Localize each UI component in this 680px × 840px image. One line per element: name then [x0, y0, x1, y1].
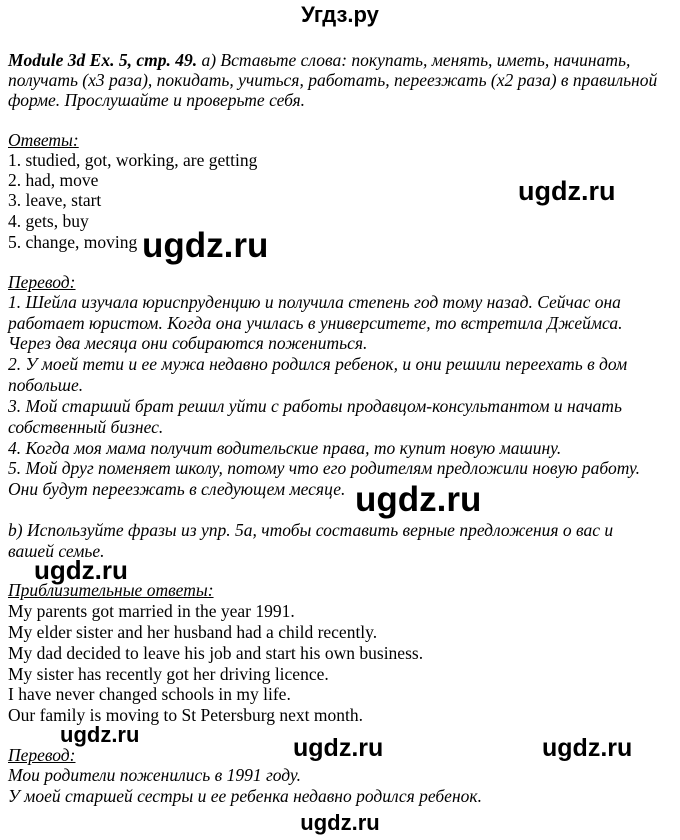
sample-answers-heading: Приблизительные ответы:	[8, 580, 214, 600]
sample-answer: Our family is moving to St Petersburg next month.	[8, 705, 364, 725]
watermark: ugdz.ru	[60, 722, 140, 747]
footer-watermark: ugdz.ru	[300, 810, 380, 835]
answers-heading: Ответы:	[8, 130, 79, 150]
answer-item: 3. leave, start	[8, 190, 102, 210]
translation2-heading: Перевод:	[8, 745, 76, 765]
task-b-line-2: вашей семье.	[8, 541, 105, 561]
site-title: Угдз.ру	[301, 2, 379, 27]
translation-line: 2. У моей тети и ее мужа недавно родился ребенок, и они решили переехать в дом	[8, 354, 628, 374]
translation-line: работает юристом. Когда она училась в университете, то встретила Джеймса.	[8, 313, 623, 333]
sample-answer: My parents got married in the year 1991.	[8, 601, 295, 621]
translation2-line: У моей старшей сестры и ее ребенка недавно родился ребенок.	[8, 786, 482, 806]
answer-item: 2. had, move	[8, 170, 99, 190]
answer-item: 4. gets, buy	[8, 211, 89, 231]
translation-line: Они будут переезжать в следующем месяце.	[8, 479, 346, 499]
translation-heading: Перевод:	[8, 272, 76, 292]
translation-line: 5. Мой друг поменяет школу, потому что его родителям предложили новую работу.	[8, 458, 640, 478]
sample-answer: My sister has recently got her driving licence.	[8, 664, 329, 684]
watermark: ugdz.ru	[293, 734, 384, 762]
translation2-line: Мои родители поженились в 1991 году.	[8, 765, 301, 785]
task-b-line-1: b) Используйте фразы из упр. 5а, чтобы составить верные предложения о вас и	[8, 520, 614, 540]
watermark: ugdz.ru	[34, 555, 128, 585]
answer-item: 5. change, moving	[8, 232, 138, 252]
translation-line: побольше.	[8, 375, 84, 395]
translation-line: 3. Мой старший брат решил уйти с работы продавцом-консультантом и начать	[8, 396, 622, 416]
translation-line: собственный бизнес.	[8, 417, 164, 437]
task-line-1	[8, 50, 672, 70]
task-text-1: а) Вставьте слова: покупать, менять, иметь, начинать,	[197, 50, 631, 70]
sample-answer: My dad decided to leave his job and start his own business.	[8, 643, 424, 663]
sample-answer: My elder sister and her husband had a child recently.	[8, 622, 378, 642]
sample-answer: I have never changed schools in my life.	[8, 684, 291, 704]
watermark: ugdz.ru	[518, 176, 616, 206]
watermark: ugdz.ru	[542, 734, 633, 762]
translation-line: Через два месяца они собираются пожениться.	[8, 333, 368, 353]
watermark: ugdz.ru	[355, 480, 482, 519]
answer-item: 1. studied, got, working, are getting	[8, 150, 258, 170]
translation-line: 4. Когда моя мама получит водительские права, то купит новую машину.	[8, 438, 562, 458]
watermark: ugdz.ru	[142, 226, 269, 265]
task-line-3: форме. Прослушайте и проверьте себя.	[8, 90, 306, 110]
task-line-2: получать (x3 раза), покидать, учиться, работать, переезжать (x2 раза) в правильной	[8, 70, 658, 90]
translation-line: 1. Шейла изучала юриспруденцию и получила степень год тому назад. Сейчас она	[8, 292, 621, 312]
task-reference: Module 3d Ex. 5, стр. 49.	[8, 50, 198, 70]
